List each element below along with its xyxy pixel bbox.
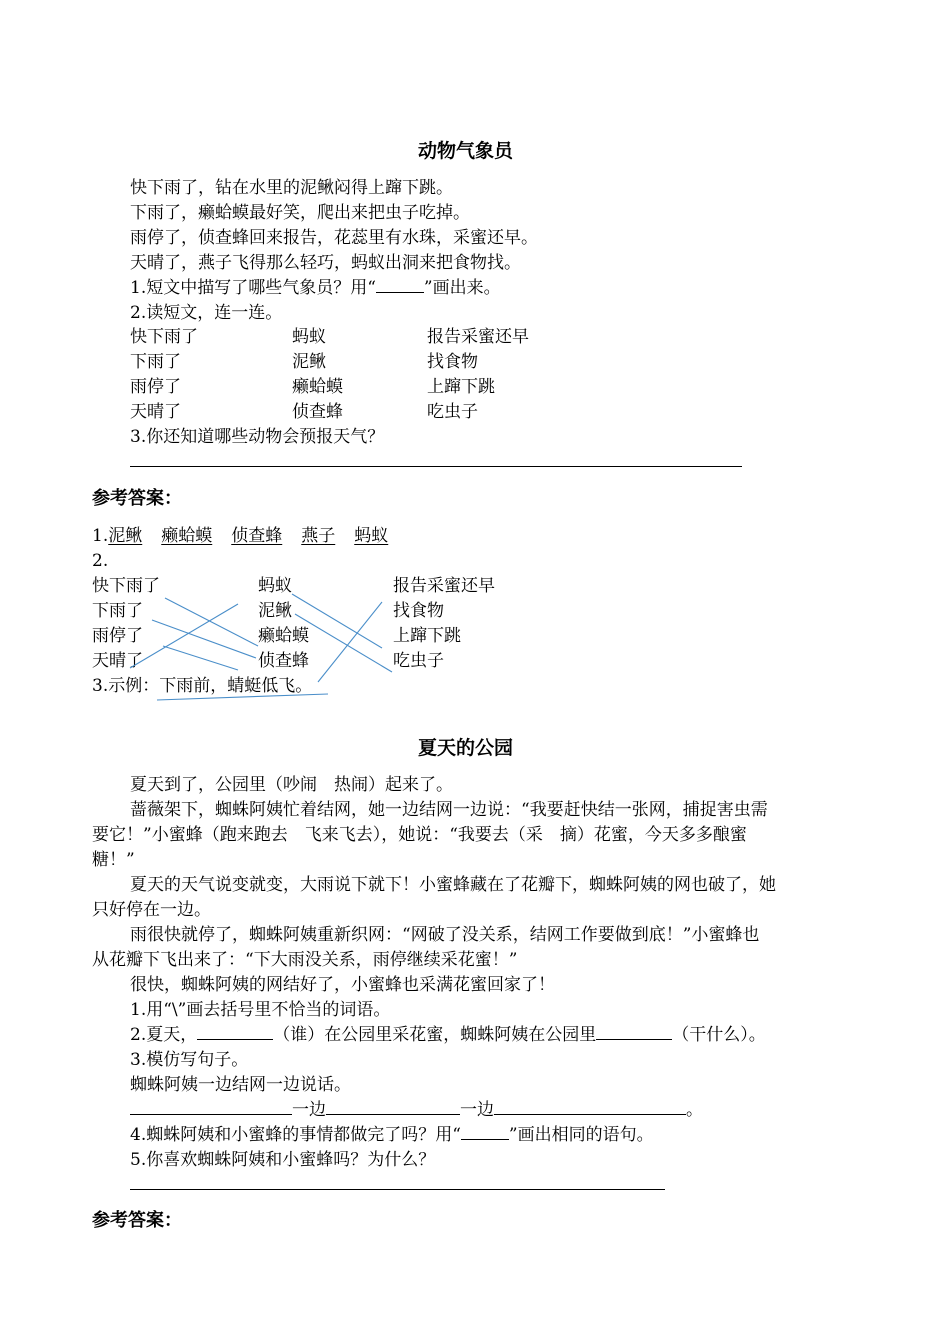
question-5: 5.你喜欢蜘蛛阿姨和小蜜蜂吗？为什么？ xyxy=(130,1150,436,1170)
fill-blank xyxy=(130,1098,292,1115)
question-2-text: 2.夏天， xyxy=(130,1025,198,1045)
match-middle: 泥鳅 xyxy=(292,352,326,372)
matching-line xyxy=(292,594,382,648)
underline-sample xyxy=(461,1123,509,1140)
answer-match-left: 雨停了 xyxy=(92,626,143,646)
answer-match-middle: 蚂蚁 xyxy=(258,576,292,596)
template-end: 。 xyxy=(686,1100,703,1120)
paragraph: 夏天到了，公园里（吵闹 热闹）起来了。 xyxy=(130,775,453,795)
answer-match-right: 上蹿下跳 xyxy=(393,626,461,646)
article1-line: 雨停了，侦查蜂回来报告，花蕊里有水珠，采蜜还早。 xyxy=(130,228,538,248)
answer-match-left: 天晴了 xyxy=(92,651,143,671)
answer-3: 3.示例：下雨前，蜻蜓低飞。 xyxy=(92,676,313,696)
paragraph: 蔷薇架下，蜘蛛阿姨忙着结网，她一边结网一边说：“我要赶快结一张网，捕捉害虫需 xyxy=(130,800,768,820)
paragraph: 要它！”小蜜蜂（跑来跑去 飞来飞去），她说：“我要去（采 摘）花蜜，今天多多酿蜜 xyxy=(92,825,747,845)
answer-match-left: 快下雨了 xyxy=(92,576,160,596)
match-left: 雨停了 xyxy=(130,377,181,397)
question-4 xyxy=(130,1123,654,1147)
question-2 xyxy=(130,1023,766,1047)
match-right: 报告采蜜还早 xyxy=(427,327,529,347)
paragraph: 只好停在一边。 xyxy=(92,900,211,920)
question-1-text: 1.短文中描写了哪些气象员？用“ xyxy=(130,278,376,298)
matching-line xyxy=(152,620,256,658)
question-3-template xyxy=(130,1098,703,1122)
question-1: 1.用“\”画去括号里不恰当的词语。 xyxy=(130,1000,391,1020)
match-middle: 癞蛤蟆 xyxy=(292,377,343,397)
answer-1-item: 燕子 xyxy=(301,526,336,546)
match-right: 找食物 xyxy=(427,352,478,372)
template-word: 一边 xyxy=(460,1100,494,1120)
fill-blank xyxy=(494,1098,686,1115)
answer-1-prefix: 1. xyxy=(92,526,109,546)
article1-line: 下雨了，癞蛤蟆最好笑，爬出来把虫子吃掉。 xyxy=(130,203,470,223)
answer-line xyxy=(130,1189,665,1190)
paragraph: 很快，蜘蛛阿姨的网结好了，小蜜蜂也采满花蜜回家了！ xyxy=(130,975,555,995)
answer-match-right: 吃虫子 xyxy=(393,651,444,671)
template-word: 一边 xyxy=(292,1100,326,1120)
answer-2: 2. xyxy=(92,551,109,571)
match-right: 上蹿下跳 xyxy=(427,377,495,397)
answers-heading: 参考答案： xyxy=(92,488,182,509)
match-middle: 侦查蜂 xyxy=(292,402,343,422)
fill-blank xyxy=(326,1098,460,1115)
answer-match-right: 找食物 xyxy=(393,601,444,621)
answers-heading: 参考答案： xyxy=(92,1210,182,1231)
paragraph: 夏天的天气说变就变，大雨说下就下！小蜜蜂藏在了花瓣下，蜘蛛阿姨的网也破了，她 xyxy=(130,875,776,895)
answer-match-middle: 泥鳅 xyxy=(258,601,292,621)
answer-match-middle: 侦查蜂 xyxy=(258,651,309,671)
article1-line: 快下雨了，钻在水里的泥鳅闷得上蹿下跳。 xyxy=(130,178,453,198)
match-left: 快下雨了 xyxy=(130,327,198,347)
answer-match-left: 下雨了 xyxy=(92,601,143,621)
matching-line xyxy=(130,604,238,668)
question-2-text-end: （干什么）。 xyxy=(672,1025,766,1045)
matching-line xyxy=(163,646,238,670)
match-right: 吃虫子 xyxy=(427,402,478,422)
paragraph: 糖！” xyxy=(92,850,135,870)
question-2-text-mid: （谁）在公园里采花蜜，蜘蛛阿姨在公园里 xyxy=(273,1025,597,1045)
match-middle: 蚂蚁 xyxy=(292,327,326,347)
answer-1-item: 侦查蜂 xyxy=(231,526,283,546)
article2-title: 夏天的公园 xyxy=(418,737,514,759)
question-4-text: 4.蜘蛛阿姨和小蜜蜂的事情都做完了吗？用“ xyxy=(130,1125,461,1145)
article1-title: 动物气象员 xyxy=(418,140,514,162)
match-left: 天晴了 xyxy=(130,402,181,422)
answer-1-item: 蚂蚁 xyxy=(354,526,389,546)
question-2: 2.读短文，连一连。 xyxy=(130,303,283,323)
answer-match-right: 报告采蜜还早 xyxy=(393,576,495,596)
matching-line xyxy=(295,614,392,672)
question-1-text-end: ”画出来。 xyxy=(423,278,501,298)
question-3-example: 蜘蛛阿姨一边结网一边说话。 xyxy=(130,1075,351,1095)
answer-match-middle: 癞蛤蟆 xyxy=(258,626,309,646)
answer-1-item: 泥鳅 xyxy=(108,526,143,546)
question-4-text-end: ”画出相同的语句。 xyxy=(508,1125,654,1145)
question-3: 3.你还知道哪些动物会预报天气？ xyxy=(130,427,385,447)
fill-blank xyxy=(596,1023,672,1040)
answer-1-item: 癞蛤蟆 xyxy=(161,526,213,546)
article1-line: 天晴了，燕子飞得那么轻巧，蚂蚁出洞来把食物找。 xyxy=(130,253,521,273)
fill-blank xyxy=(197,1023,273,1040)
paragraph: 从花瓣下飞出来了：“下大雨没关系，雨停继续采花蜜！” xyxy=(92,950,518,970)
question-3: 3.模仿写句子。 xyxy=(130,1050,249,1070)
paragraph: 雨很快就停了，蜘蛛阿姨重新织网：“网破了没关系，结网工作要做到底！”小蜜蜂也 xyxy=(130,925,760,945)
match-left: 下雨了 xyxy=(130,352,181,372)
